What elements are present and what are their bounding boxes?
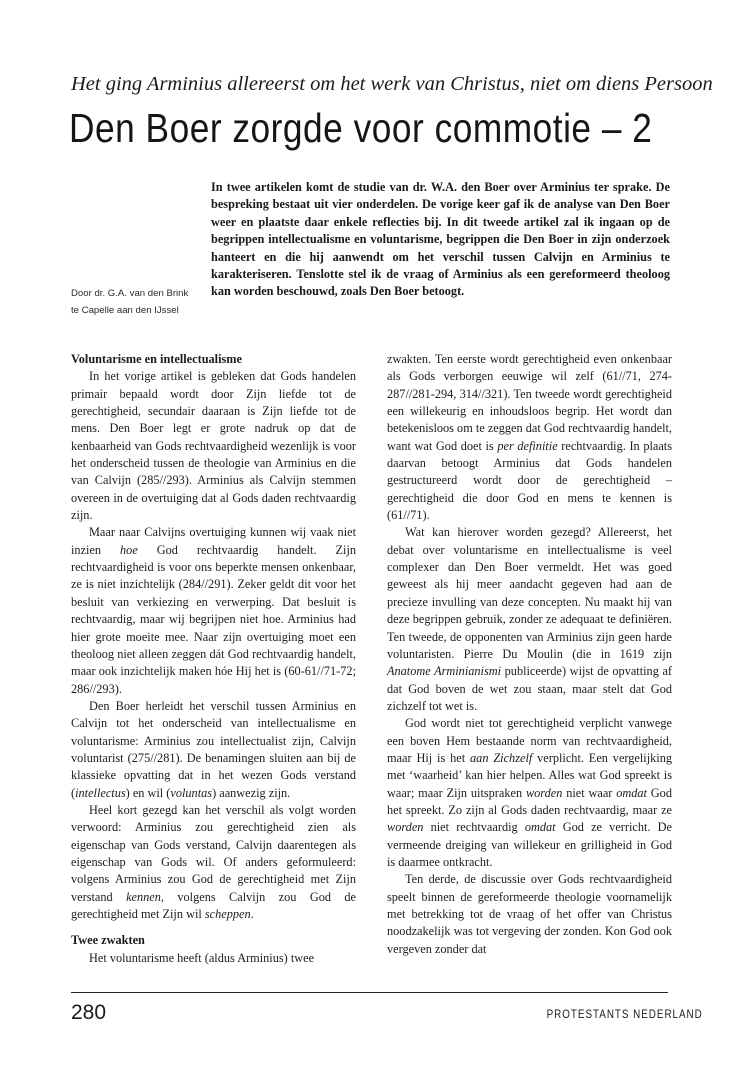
paragraph: Het voluntarisme heeft (aldus Arminius) twee [89, 950, 315, 965]
paragraph: In het vorige artikel is gebleken dat Gods handelen primair bepaald wordt door Zijn liefde tot de gerechtigheid, secundair daaraan is Zijn liefde tot de mens. Den Boer legt er grote nadruk op dat de kenbaarheid van Gods rechtvaardigheid wezenlijk is voor het onderscheid tussen de theologie van Arminius en die van Calvijn (285//293). Arminius als Calvijn stemmen overeen in de overtuiging dat al Gods daden rechtvaardig zijn. [71, 369, 356, 523]
paragraph: Wat kan hierover worden gezegd? Allereerst, het debat over voluntarisme en intellectualisme is veel complexer dan Den Boer vermeldt. Het was goed geweest als hij meer aandacht gegeven had aan de precieze invulling van deze concepten. Nu maakt hij van deze begrippen gebruik, zonder ze adequaat te definiëren. Ten tweede, de opponenten van Arminius zijn geen harde voluntaristen. Pierre Du Moulin (die in 1619 zijn Anatome Arminianismi publiceerde) wijst de opvatting af dat God boven de wet zou staan, maar stelt dat God zichzelf tot wet is. [387, 525, 672, 713]
byline [71, 285, 206, 319]
byline-author: Door dr. G.A. van den Brink [71, 288, 189, 299]
paragraph: God wordt niet tot gerechtigheid verplicht vanwege een boven Hem bestaande norm van rechtvaardigheid, maar Hij is het aan Zichzelf verplicht. Een vergelijking met ‘waarheid’ kan hier helpen. Alles wat God spreekt is waar; maar Zijn uitspraken worden niet waar omdat God het spreekt. Zo zijn al Gods daden rechtvaardig, maar ze worden niet rechtvaardig omdat God ze verricht. De vermeende dreiging van willekeur en grilligheid in God is daarmee ontkracht. [387, 716, 672, 869]
article-title: Den Boer zorgde voor commotie – 2 [69, 105, 653, 151]
paragraph: Ten derde, de discussie over Gods rechtvaardigheid speelt binnen de gereformeerde theologie voornamelijk met betrekking tot de vraag of het offer van Christus noodzakelijk was tot vergeving der zonden. Kon God ook vergeven zonder dat [387, 872, 672, 956]
article-intro: In twee artikelen komt de studie van dr. W.A. den Boer over Arminius ter sprake. De bespreking bestaat uit vier onderdelen. De vorige keer gaf ik de analyse van Den Boer weer en plaatste daar enkele reflecties bij. In dit tweede artikel zal ik ingaan op de begrippen intellectualisme en voluntarisme, begrippen die Den Boer in zijn onderzoek hanteert en die hij aanwendt om het verschil tussen Calvijn en Arminius te karakteriseren. Tenslotte stel ik de vraag of Arminius als een gereformeerd theoloog kan worden beschouwd, zoals Den Boer betoogt. [211, 180, 670, 299]
journal-name: PROTESTANTS NEDERLAND [546, 1007, 703, 1021]
byline-location: te Capelle aan den IJssel [71, 305, 179, 316]
paragraph: Heel kort gezegd kan het verschil als volgt worden verwoord: Arminius zou gerechtigheid zien als eigenschap van Gods verstand, Calvijn daarentegen als eigenschap van Gods wil. Of anders geformuleerd: volgens Arminius zou God de gerechtigheid met Zijn verstand kennen, volgens Calvijn zou God de gerechtigheid met Zijn wil scheppen. [71, 802, 357, 921]
article-subtitle: Het ging Arminius allereerst om het werk van Christus, niet om diens Persoon [71, 73, 713, 95]
section-heading-twee-zwakten: Twee zwakten [71, 933, 145, 948]
paragraph: Maar naar Calvijns overtuiging kunnen wij vaak niet inzien hoe God rechtvaardig handelt. Zijn rechtvaardigheid is voor ons beperkte mensen onkenbaar, ze is niet inzichtelijk (284//291). Zeker geldt dit voor het besluit van verkiezing en verwerping. Dat besluit is rechtvaardig, maar wij begrijpen niet hoe. Arminius had hier grote moeite mee. Naar zijn overtuiging moet een theoloog niet alleen zeggen dát God rechtvaardig handelt, maar ook inzichtelijk maken hóe Hij het is (60-61//71-72; 286//293). [71, 525, 357, 696]
footer-divider [71, 992, 668, 993]
right-column [387, 351, 672, 958]
section-heading-voluntarisme: Voluntarisme en intellectualisme [71, 352, 243, 366]
paragraph: Den Boer herleidt het verschil tussen Arminius en Calvijn tot het onderscheid van intellectualisme en voluntarisme: Arminius zou intellectualist zijn, Calvijn voluntarist (275//281). De benamingen sluiten aan bij de klassieke opvatting dat in het wezen Gods verstand (intellectus) en wil (voluntas) aanwezig zijn. [71, 698, 356, 800]
left-column [71, 351, 356, 967]
page-number: 280 [71, 1001, 107, 1024]
paragraph: zwakten. Ten eerste wordt gerechtigheid even onkenbaar als Gods verborgen eeuwige wil zelf (61//71, 274-287//281-294, 314//321). Ten tweede wordt gerechtigheid een willekeurig en inhoudsloos begrip. Het wordt dan betekenisloos om te zeggen dat God rechtvaardig handelt, want wat God doet is per definitie rechtvaardig. In plaats daarvan betoogt Arminius dat Gods handelen gestructureerd wordt door de gerechtigheid – gerechtigheid die door God en mens te kennen is (61//71). [387, 352, 672, 523]
